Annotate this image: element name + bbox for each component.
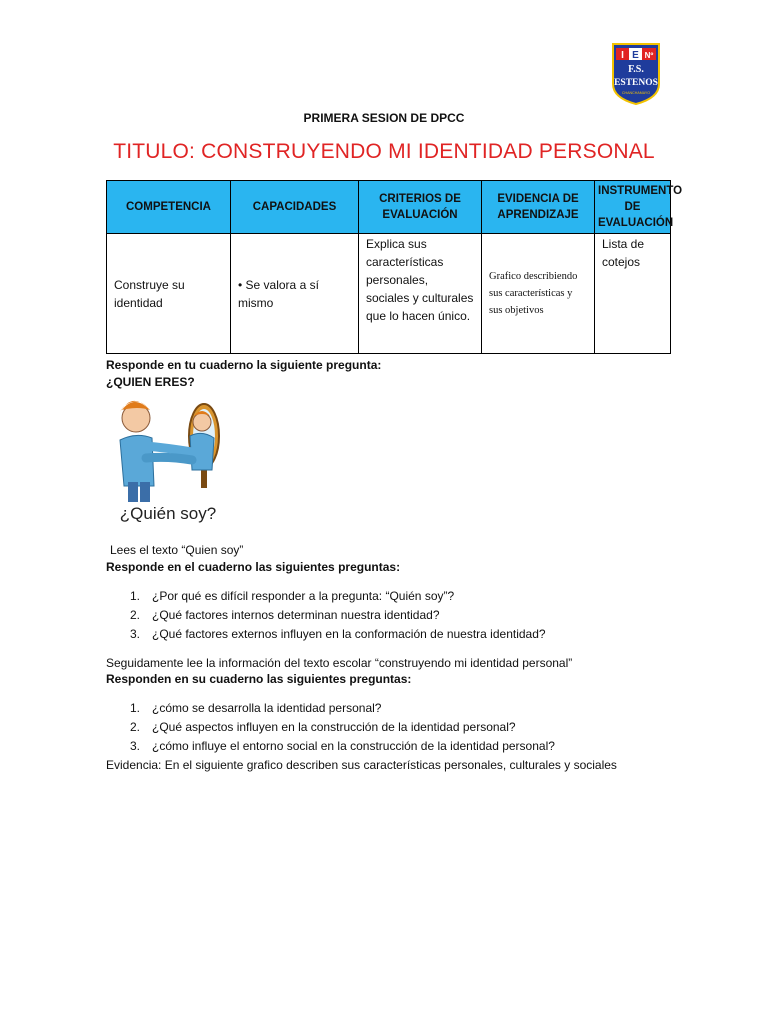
cell-competencia: Construye su identidad — [107, 234, 231, 354]
list-item: 1. ¿cómo se desarrolla la identidad personal? — [130, 699, 555, 718]
header-evidencia: EVIDENCIA DE APRENDIZAJE — [482, 181, 595, 234]
section2-instruction: Responde en el cuaderno las siguientes preguntas: — [106, 560, 401, 574]
crest-letter-1: I — [621, 50, 624, 61]
evidence-text: Evidencia: En el siguiente grafico describen sus características personales, culturales y sociales — [106, 758, 617, 772]
list-item: 3. ¿Qué factores externos influyen en la conformación de nuestra identidad? — [130, 625, 546, 644]
question-text: ¿Qué factores internos determinan nuestra identidad? — [152, 608, 440, 622]
header-criterios: CRITERIOS DE EVALUACIÓN — [359, 181, 482, 234]
header-competencia: COMPETENCIA — [107, 181, 231, 234]
question-text: ¿Qué factores externos influyen en la conformación de nuestra identidad? — [152, 627, 546, 641]
page-title: TITULO: CONSTRUYENDO MI IDENTIDAD PERSONAL — [113, 140, 655, 163]
header-instrumento: INSTRUMENTO DE EVALUACIÓN — [595, 181, 671, 234]
crest-line-2: ESTENOS — [614, 78, 658, 88]
list-item: 2. ¿Qué aspectos influyen en la construcción de la identidad personal? — [130, 718, 555, 737]
section3-read: Seguidamente lee la información del texto escolar “construyendo mi identidad personal” — [106, 656, 573, 670]
header-capacidades: CAPACIDADES — [231, 181, 359, 234]
crest-letter-2: E — [632, 50, 639, 61]
section1-instruction: Responde en tu cuaderno la siguiente pregunta: — [106, 358, 382, 372]
section2-read: Lees el texto “Quien soy” — [110, 543, 244, 557]
quien-soy-illustration — [106, 378, 230, 526]
section2-question-list — [130, 587, 546, 644]
crest-line-3: CHANCHAMAYO — [621, 91, 651, 95]
question-text: ¿Por qué es difícil responder a la pregunta: “Quién soy”? — [152, 589, 455, 603]
section3-instruction: Responden en su cuaderno las siguientes preguntas: — [106, 672, 412, 686]
cell-criterios: Explica sus características personales, sociales y culturales que lo hacen único. — [359, 234, 482, 354]
competency-table — [106, 180, 683, 354]
question-text: ¿Qué aspectos influyen en la construcción de la identidad personal? — [152, 720, 516, 734]
school-crest-logo — [611, 42, 661, 106]
table-row — [107, 234, 671, 354]
crest-line-1: F.S. — [628, 64, 644, 75]
section3-question-list — [130, 699, 555, 756]
session-heading: PRIMERA SESION DE DPCC — [303, 111, 465, 125]
list-item: 2. ¿Qué factores internos determinan nuestra identidad? — [130, 606, 546, 625]
image-caption: ¿Quién soy? — [119, 504, 217, 523]
cell-capacidades: • Se valora a sí mismo — [231, 234, 359, 354]
cell-evidencia: Grafico describiendo sus características y sus objetivos — [482, 234, 595, 354]
question-text: ¿cómo influye el entorno social en la construcción de la identidad personal? — [152, 739, 555, 753]
list-item: 1. ¿Por qué es difícil responder a la pregunta: “Quién soy”? — [130, 587, 546, 606]
crest-letter-3: Nº — [644, 51, 654, 60]
cell-instrumento: Lista de cotejos — [595, 234, 671, 354]
question-text: ¿cómo se desarrolla la identidad personal? — [152, 701, 382, 715]
table-header-row — [107, 181, 671, 234]
section1-question: ¿QUIEN ERES? — [106, 375, 195, 389]
list-item: 3. ¿cómo influye el entorno social en la construcción de la identidad personal? — [130, 737, 555, 756]
